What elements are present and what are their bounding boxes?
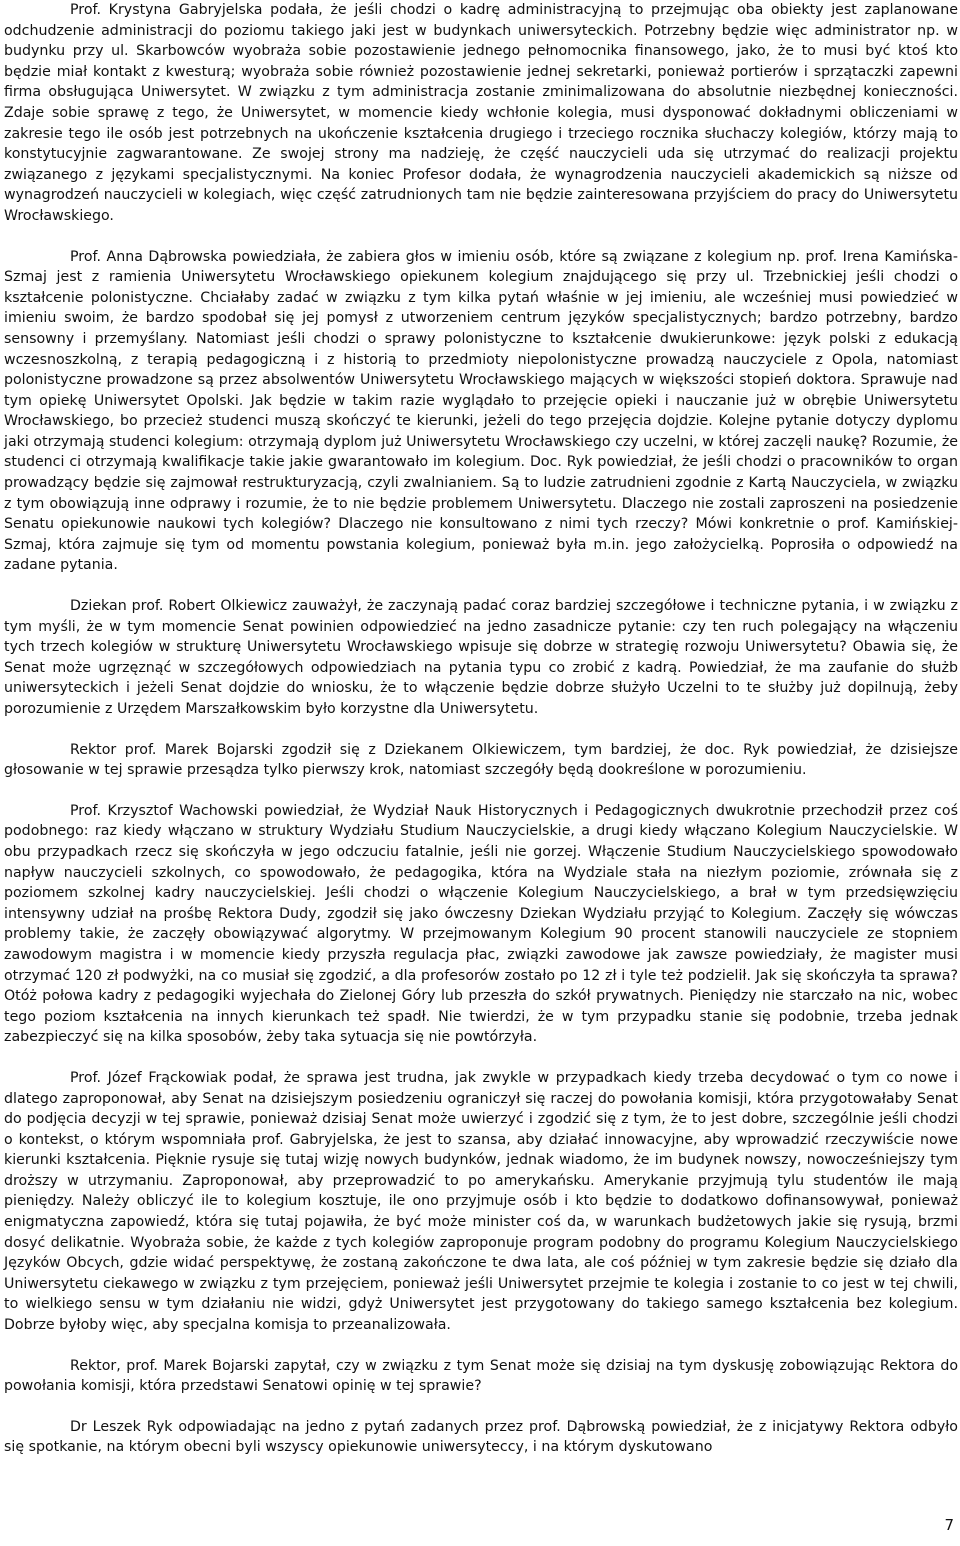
paragraph-bojarski-2: Rektor, prof. Marek Bojarski zapytał, czy w związku z tym Senat może się dzisiaj na tym dyskusję zobowiązując Rektora do powołania komisji, która przedstawi Senatowi opinię w tej sprawie? xyxy=(4,1357,958,1395)
paragraph-frackowiak: Prof. Józef Frąckowiak podał, że sprawa jest trudna, jak zwykle w przypadkach kiedy trzeba decydować o tym co nowe i dlatego zaproponował, aby Senat na dzisiejszym posiedzeniu ograniczył się raczej do powołania komisji, która przygotowałaby Senat do podjęcia decyzji w tej sprawie, ponieważ dzisiaj Senat może uwierzyć i zgodzić się z tym, że to jest dobre, szczególnie jeśli chodzi o kontekst, o którym wspomniała prof. Gabryjelska, że jest to szansa, aby działać innowacyjne, aby wprowadzić rzeczywiście nowe kierunki kształcenia. Pięknie rysuje się tutaj wizję nowych budynków, jednak wiadomo, że im budynek nowszy, nowocześniejszy tym droższy w utrzymaniu. Zaproponował, aby przeprowadzić to po amerykańsku. Amerykanie przyjmują tylu studentów ile mają pieniędzy. Należy obliczyć ile to kolegium kosztuje, ile ono przyjmuje osób i kto będzie to dodatkowo dofinansowywał, ponieważ enigmatyczna zapowiedź, która się tutaj pojawiła, że być może minister coś da, w warunkach budżetowych jakie się rysują, brzmi dosyć delikatnie. Wyobraża sobie, że każde z tych kolegiów zaproponuje program podobny do programu Kolegium Nauczycielskiego Języków Obcych, gdzie widać perspektywę, że zostaną zakończone te dwa lata, ale coś później w tym zakresie będzie się działo dla Uniwersytetu ciekawego w związku z tym przejęciem, ponieważ jeśli Uniwersytet przejmie te kolegia i zostanie to co jest w tej chwili, to wielkiego sensu w tym działaniu nie widzi, gdyż Uniwersytet jest przygotowany do takiego samego kształcenia bez kolegium. Dobrze byłoby więc, aby specjalna komisja to przeanalizowała. xyxy=(4,1069,958,1334)
document-body xyxy=(4,0,958,1478)
paragraph-bojarski-1: Rektor prof. Marek Bojarski zgodził się z Dziekanem Olkiewiczem, tym bardziej, że doc. Ryk powiedział, że dzisiejsze głosowanie w tej sprawie przesądza tylko pierwszy krok, natomiast szczegóły będą dookreślone w porozumieniu. xyxy=(4,741,958,779)
paragraph-dabrowska: Prof. Anna Dąbrowska powiedziała, że zabiera głos w imieniu osób, które są związane z kolegium np. prof. Irena Kamińska-Szmaj jest z ramienia Uniwersytetu Wrocławskiego opiekunem kolegium znajdującego się przy ul. Trzebnickiej jeśli chodzi o kształcenie polonistyczne. Chciałaby zadać w związku z tym kilka pytań właśnie w jej imieniu, ale wcześniej musi powiedzieć w imieniu swoim, że bardzo spodobał się jej pomysł z utworzeniem centrum języków specjalistycznych; bardzo potrzebny, bardzo sensowny i przemyślany. Natomiast jeśli chodzi o sprawy polonistyczne to kształcenie dwukierunkowe: język polski z edukacją wczesnoszkolną, z terapią pedagogiczną i z historią to przedmioty niepolonistyczne prowadzą nauczyciele z Opola, natomiast polonistyczne prowadzone są przez absolwentów Uniwersytetu Wrocławskiego mających w większości stopień doktora. Sprawuje nad tym opiekę Uniwersytet Opolski. Jak będzie w takim razie wyglądało to przejęcie opieki i nauczanie już w obrębie Uniwersytetu Wrocławskiego, bo przecież studenci muszą skończyć te kierunki, jeżeli do tego przejęcia dojdzie. Kolejne pytanie dotyczy dyplomu jaki otrzymają studenci kolegium: otrzymają dyplom już Uniwersytetu Wrocławskiego czy uczelni, w której zaczęli naukę? Rozumie, że studenci ci otrzymają kwalifikacje takie jakie gwarantowało im kolegium. Doc. Ryk powiedział, że jeśli chodzi o pracowników to organ prowadzący będzie się zajmował restrukturyzacją, czyli zwalnianiem. Są to ludzie zatrudnieni zgodnie z Kartą Nauczyciela, w związku z tym obowiązują inne odprawy i rozumie, że to nie będzie problemem Uniwersytetu. Dlaczego nie zostali zaproszeni na posiedzenie Senatu opiekunowie naukowi tych kolegiów? Dlaczego nie konsultowano z nimi tych rzeczy? Mówi konkretnie o prof. Kamińskiej-Szmaj, która zajmuje się tym od momentu powstania kolegium, ponieważ była m.in. jego założycielką. Poprosiła o odpowiedź na zadane pytania. xyxy=(4,248,958,574)
page-number: 7 xyxy=(944,1516,954,1534)
paragraph-wachowski: Prof. Krzysztof Wachowski powiedział, że Wydział Nauk Historycznych i Pedagogicznych dwukrotnie przechodził przez coś podobnego: raz kiedy włączano w struktury Wydziału Studium Nauczycielskie, a drugi kiedy włączano Kolegium Nauczycielskie. W obu przypadkach rzecz się skończyła w jego odczuciu fatalnie, jeśli nie gorzej. Włączenie Studium Nauczycielskiego spowodowało napływ nauczycieli szkolnych, co spowodowało, że pedagogika, która na Wydziale stała na niezłym poziomie, zrównała się z poziomem szkolnej kadry nauczycielskiej. Jeśli chodzi o włączenie Kolegium Nauczycielskiego, a brał w tym przedsięwzięciu intensywny udział na prośbę Rektora Dudy, zgodził się jako ówczesny Dziekan Wydziału przyjąć to Kolegium. Zaczęły się wówczas problemy takie, że zaczęły obowiązywać algorytmy. W przejmowanym Kolegium 90 procent stanowili nauczyciele ze stopniem zawodowym magistra i w momencie kiedy przyszła regulacja płac, związki zawodowe jak zawsze powiedziały, że magister musi otrzymać 120 zł podwyżki, na co musiał się zgodzić, a dla profesorów zostało po 12 zł i tyle też podzielił. Jak się skończyła ta sprawa? Otóż połowa kadry z pedagogiki wyjechała do Zielonej Góry lub przeszła do szkół prywatnych. Pieniędzy nie starczało na nic, wobec tego poziom kształcenia na innych kierunkach też spadł. Nie twierdzi, że w tym przypadku stanie się podobnie, trzeba jednak zabezpieczyć się na kilka sposobów, żeby taka sytuacja się nie powtórzyła. xyxy=(4,802,958,1046)
paragraph-ryk: Dr Leszek Ryk odpowiadając na jedno z pytań zadanych przez prof. Dąbrowską powiedział, że z inicjatywy Rektora odbyło się spotkanie, na którym obecni byli wszyscy opiekunowie uniwersyteccy, i na którym dyskutowano xyxy=(4,1418,958,1456)
paragraph-olkiewicz: Dziekan prof. Robert Olkiewicz zauważył, że zaczynają padać coraz bardziej szczegółowe i techniczne pytania, i w związku z tym myśli, że w tym momencie Senat powinien odpowiedzieć na jedno zasadnicze pytanie: czy ten ruch polegający na włączeniu tych trzech kolegiów w strukturę Uniwersytetu Wrocławskiego wpisuje się dobrze w strategię rozwoju Uniwersytetu? Obawia się, że Senat może ugrzęznąć w szczegółowych odpowiedziach na pytania typu co zrobić z kadrą. Powiedział, że ma zaufanie do służb uniwersyteckich i jeżeli Senat dojdzie do wniosku, że to włączenie będzie dobrze służyło Uczelni to te służby już dopilnują, żeby porozumienie z Urzędem Marszałkowskim było korzystne dla Uniwersytetu. xyxy=(4,598,958,717)
paragraph-gabryjelska: Prof. Krystyna Gabryjelska podała, że jeśli chodzi o kadrę administracyjną to przejmując oba obiekty jest zaplanowane odchudzenie administracji do poziomu takiego jaki jest w budynkach uniwersyteckich. Potrzebny będzie więc administrator np. w budynku przy ul. Skarbowców wyobraża sobie pozostawienie jednego pełnomocnika finansowego, jako, że to musi być ktoś kto będzie miał kontakt z kwesturą; wyobraża sobie również pozostawienie jednej sekretarki, ponieważ portierów i sprzątaczki zapewni firma obsługująca Uniwersytet. W związku z tym administracja zostanie zminimalizowana do absolutnie niezbędnej konieczności. Zdaje sobie sprawę z tego, że Uniwersytet, w momencie kiedy wchłonie kolegia, musi dysponować dokładnymi obliczeniami w zakresie tego ile osób jest potrzebnych na ukończenie kształcenia drugiego i trzeciego rocznika słuchaczy kolegiów, którzy mają to konstytucyjnie zagwarantowane. Ze swojej strony ma nadzieję, że część nauczycieli uda się utrzymać do realizacji projektu związanego z językami specjalistycznymi. Na koniec Profesor dodała, że wynagrodzenia nauczycieli akademickich są niższe od wynagrodzeń nauczycieli w kolegiach, więc część zatrudnionych tam nie będzie zainteresowana przyjściem do pracy do Uniwersytetu Wrocławskiego. xyxy=(4,2,958,224)
